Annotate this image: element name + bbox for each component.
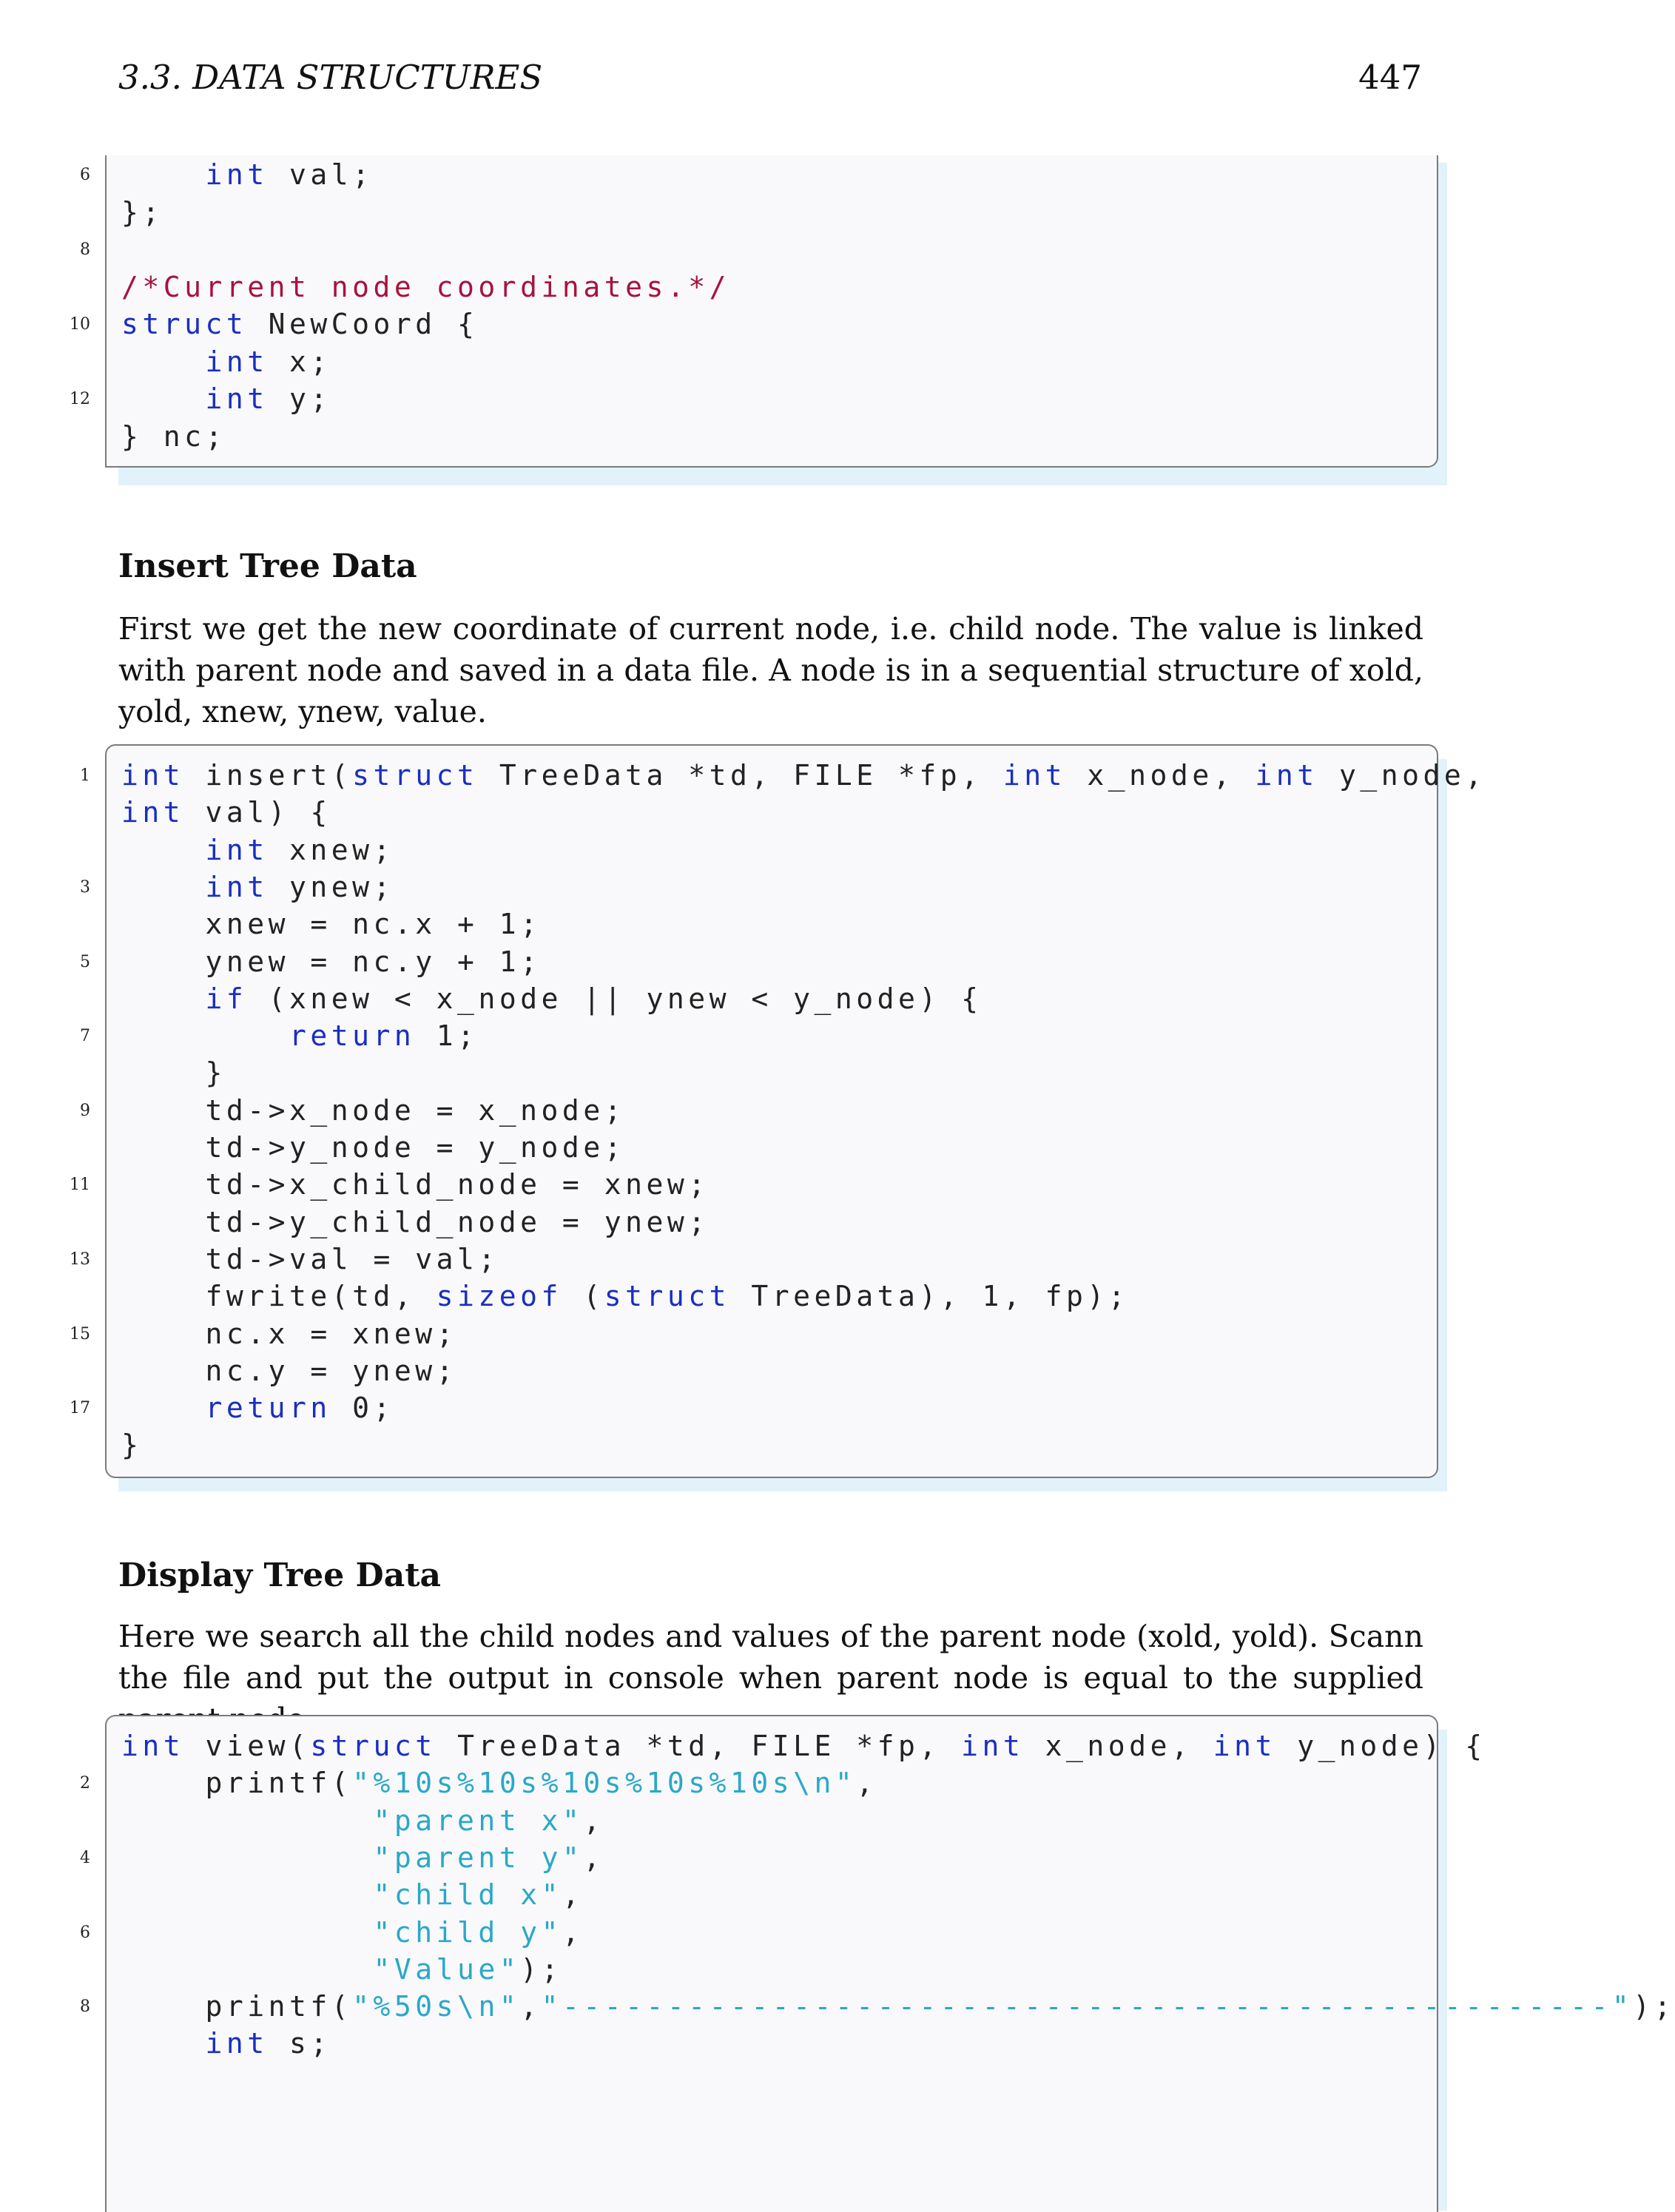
code-line: [121, 759, 1486, 792]
code-line: [121, 1392, 394, 1424]
paragraph-display: Here we search all the child nodes and values of the parent node (xold, yold). Scann the file and put the output in console when parent node is equal to the supplied: [118, 1619, 1423, 1696]
code-line: [121, 871, 394, 903]
line-number: 8: [80, 1997, 90, 2017]
code-keyword: int: [205, 345, 269, 378]
line-number: 6: [80, 166, 90, 184]
code-text: ,: [520, 1990, 542, 2023]
code-keyword: int: [121, 759, 185, 792]
code-text: };: [121, 195, 164, 229]
line-number: 15: [70, 1324, 90, 1343]
code-text: s;: [268, 2027, 331, 2060]
code-line: [121, 1168, 710, 1201]
code-line: [121, 1804, 604, 1837]
code-keyword: struct: [310, 1730, 437, 1762]
page-number: 447: [1358, 58, 1422, 97]
code-text: [121, 1878, 374, 1911]
code-line: [121, 1767, 877, 1799]
code-string: "parent x": [373, 1804, 584, 1837]
code-line: [121, 420, 226, 453]
code-keyword: struct: [352, 759, 479, 792]
code-text: td->y_node = y_node;: [121, 1131, 626, 1164]
code-text: td->x_node = x_node;: [121, 1093, 626, 1127]
code-keyword: int: [121, 1730, 185, 1762]
code-keyword: int: [1255, 759, 1318, 792]
code-text: td->val = val;: [121, 1242, 499, 1275]
code-text: fwrite(td,: [121, 1280, 437, 1313]
code-line: [121, 1131, 625, 1164]
heading-display-tree-data: Display Tree Data: [118, 1557, 442, 1594]
code-text: );: [1633, 1990, 1675, 2023]
code-keyword: return: [289, 1019, 416, 1053]
code-text: }: [121, 1056, 226, 1090]
code-text: printf(: [121, 1990, 353, 2023]
code-line: [121, 1094, 625, 1127]
running-header: [118, 58, 1422, 102]
line-number: 2: [80, 1774, 90, 1793]
code-text: TreeData), 1, fp);: [730, 1280, 1130, 1313]
code-line: [121, 2027, 331, 2060]
code-text: 1;: [415, 1019, 479, 1053]
code-text: [121, 834, 206, 866]
code-line: [121, 196, 164, 229]
line-number: 13: [70, 1250, 90, 1269]
code-line: [121, 1056, 226, 1089]
code-text: [121, 1804, 374, 1837]
line-number: 12: [70, 390, 90, 408]
code-text: nc.y = ynew;: [121, 1354, 458, 1387]
code-text: [121, 871, 206, 903]
line-number: 7: [80, 1027, 90, 1046]
code-line: [121, 1280, 1129, 1312]
code-text: 0;: [331, 1392, 394, 1425]
code-listing-3: [80, 1715, 1675, 2212]
code-line: [121, 308, 478, 340]
code-string: "%10s%10s%10s%10s%10s\n": [352, 1767, 857, 1800]
code-listing-2: [70, 744, 1486, 1478]
code-string: "child y": [373, 1915, 562, 1949]
code-text: ynew = nc.y + 1;: [121, 945, 542, 978]
code-text: [121, 982, 206, 1015]
code-text: ynew;: [268, 870, 394, 903]
paragraph-insert: First we get the new coordinate of current node, i.e. child node. The value is linked with parent node and saved in a data file. A node is in a sequential structure of xold, yold, xnew, ynew, value.: [118, 611, 1423, 729]
line-number: 10: [70, 315, 90, 334]
code-keyword: sizeof: [436, 1280, 562, 1313]
code-keyword: int: [961, 1730, 1025, 1762]
code-text: y_node,: [1318, 759, 1486, 792]
code-keyword: int: [205, 870, 269, 903]
line-number: 8: [80, 240, 90, 259]
code-keyword: int: [121, 796, 185, 829]
code-string: "%50s\n": [352, 1990, 521, 2023]
code-text: );: [520, 1952, 562, 1986]
code-text: ,: [856, 1767, 877, 1800]
code-text: insert(: [184, 759, 353, 792]
code-text: [121, 158, 206, 191]
code-text: NewCoord {: [247, 308, 479, 340]
code-line: [121, 271, 730, 303]
code-text: [121, 1953, 374, 1986]
code-line: [121, 345, 331, 378]
code-text: td->x_child_node = xnew;: [121, 1168, 710, 1201]
code-text: val;: [268, 158, 374, 191]
code-text: [121, 1841, 374, 1874]
code-text: xnew = nc.x + 1;: [121, 908, 542, 941]
code-line: [121, 1878, 583, 1911]
line-number: 5: [80, 952, 90, 971]
code-text: x;: [268, 345, 331, 378]
code-text: nc.x = xnew;: [121, 1317, 458, 1350]
code-line: [121, 1841, 604, 1874]
code-line: [121, 1990, 1675, 2023]
code-text: view(: [184, 1730, 311, 1762]
code-text: ,: [562, 1878, 584, 1912]
code-keyword: int: [205, 382, 269, 415]
code-keyword: struct: [121, 308, 248, 340]
code-text: printf(: [121, 1767, 353, 1800]
code-keyword: int: [205, 833, 269, 866]
code-line: [121, 1916, 583, 1949]
code-text: TreeData *td, FILE *fp,: [436, 1730, 962, 1762]
code-line: [121, 1243, 499, 1275]
heading-insert-tree-data: Insert Tree Data: [118, 547, 417, 585]
code-string: "--------------------------------------------------": [541, 1990, 1634, 2023]
line-number: 17: [70, 1399, 90, 1418]
line-number: 4: [80, 1848, 90, 1867]
code-text: ,: [583, 1804, 604, 1837]
code-line: [121, 1953, 562, 1986]
code-line: [121, 1355, 457, 1387]
code-line: [121, 945, 542, 978]
code-string: "parent y": [373, 1841, 584, 1874]
line-number: 3: [80, 877, 90, 897]
code-text: y_node) {: [1275, 1730, 1486, 1762]
line-number: 11: [70, 1176, 90, 1195]
code-keyword: int: [1213, 1730, 1276, 1762]
code-line: [121, 382, 331, 415]
code-text: } nc;: [121, 419, 226, 453]
code-text: val) {: [184, 796, 331, 829]
code-line: [121, 796, 331, 829]
code-string: "child x": [373, 1878, 562, 1912]
line-number: 9: [80, 1101, 90, 1120]
code-keyword: int: [205, 2027, 269, 2060]
code-keyword: struct: [604, 1280, 730, 1313]
code-comment: /*Current node coordinates.*/: [121, 270, 730, 303]
code-text: (xnew < x_node || ynew < y_node) {: [247, 982, 983, 1015]
code-text: ,: [583, 1841, 604, 1874]
code-text: x_node,: [1066, 759, 1256, 792]
code-line: [121, 1206, 710, 1238]
section-title: 3.3. DATA STRUCTURES: [118, 58, 543, 97]
line-number: 1: [80, 766, 90, 785]
code-text: TreeData *td, FILE *fp,: [478, 759, 1003, 792]
code-text: y;: [268, 382, 331, 415]
code-text: }: [121, 1429, 143, 1462]
code-text: [121, 382, 206, 415]
code-text: [121, 2027, 206, 2060]
code-keyword: if: [205, 982, 248, 1015]
code-line: [121, 1019, 478, 1052]
code-line: [121, 1318, 457, 1350]
code-string: "Value": [373, 1952, 521, 1986]
code-text: xnew;: [268, 833, 394, 866]
code-text: ,: [562, 1915, 584, 1949]
line-number: 6: [80, 1923, 90, 1942]
code-listing-1: [70, 155, 1438, 468]
code-text: [121, 345, 206, 378]
code-line: [121, 834, 394, 866]
code-keyword: int: [1002, 759, 1067, 792]
code-line: [121, 982, 983, 1015]
code-text: td->y_child_node = ynew;: [121, 1205, 710, 1238]
code-line: [121, 908, 542, 940]
code-text: (: [562, 1280, 604, 1313]
code-line: [121, 1429, 142, 1461]
code-text: [121, 1916, 374, 1949]
code-line: [121, 1730, 1486, 1762]
code-text: x_node,: [1024, 1730, 1213, 1762]
code-text: [121, 1019, 289, 1052]
code-keyword: int: [205, 158, 269, 191]
code-keyword: return: [205, 1392, 331, 1425]
code-text: [121, 1392, 206, 1424]
code-line: [121, 158, 374, 191]
